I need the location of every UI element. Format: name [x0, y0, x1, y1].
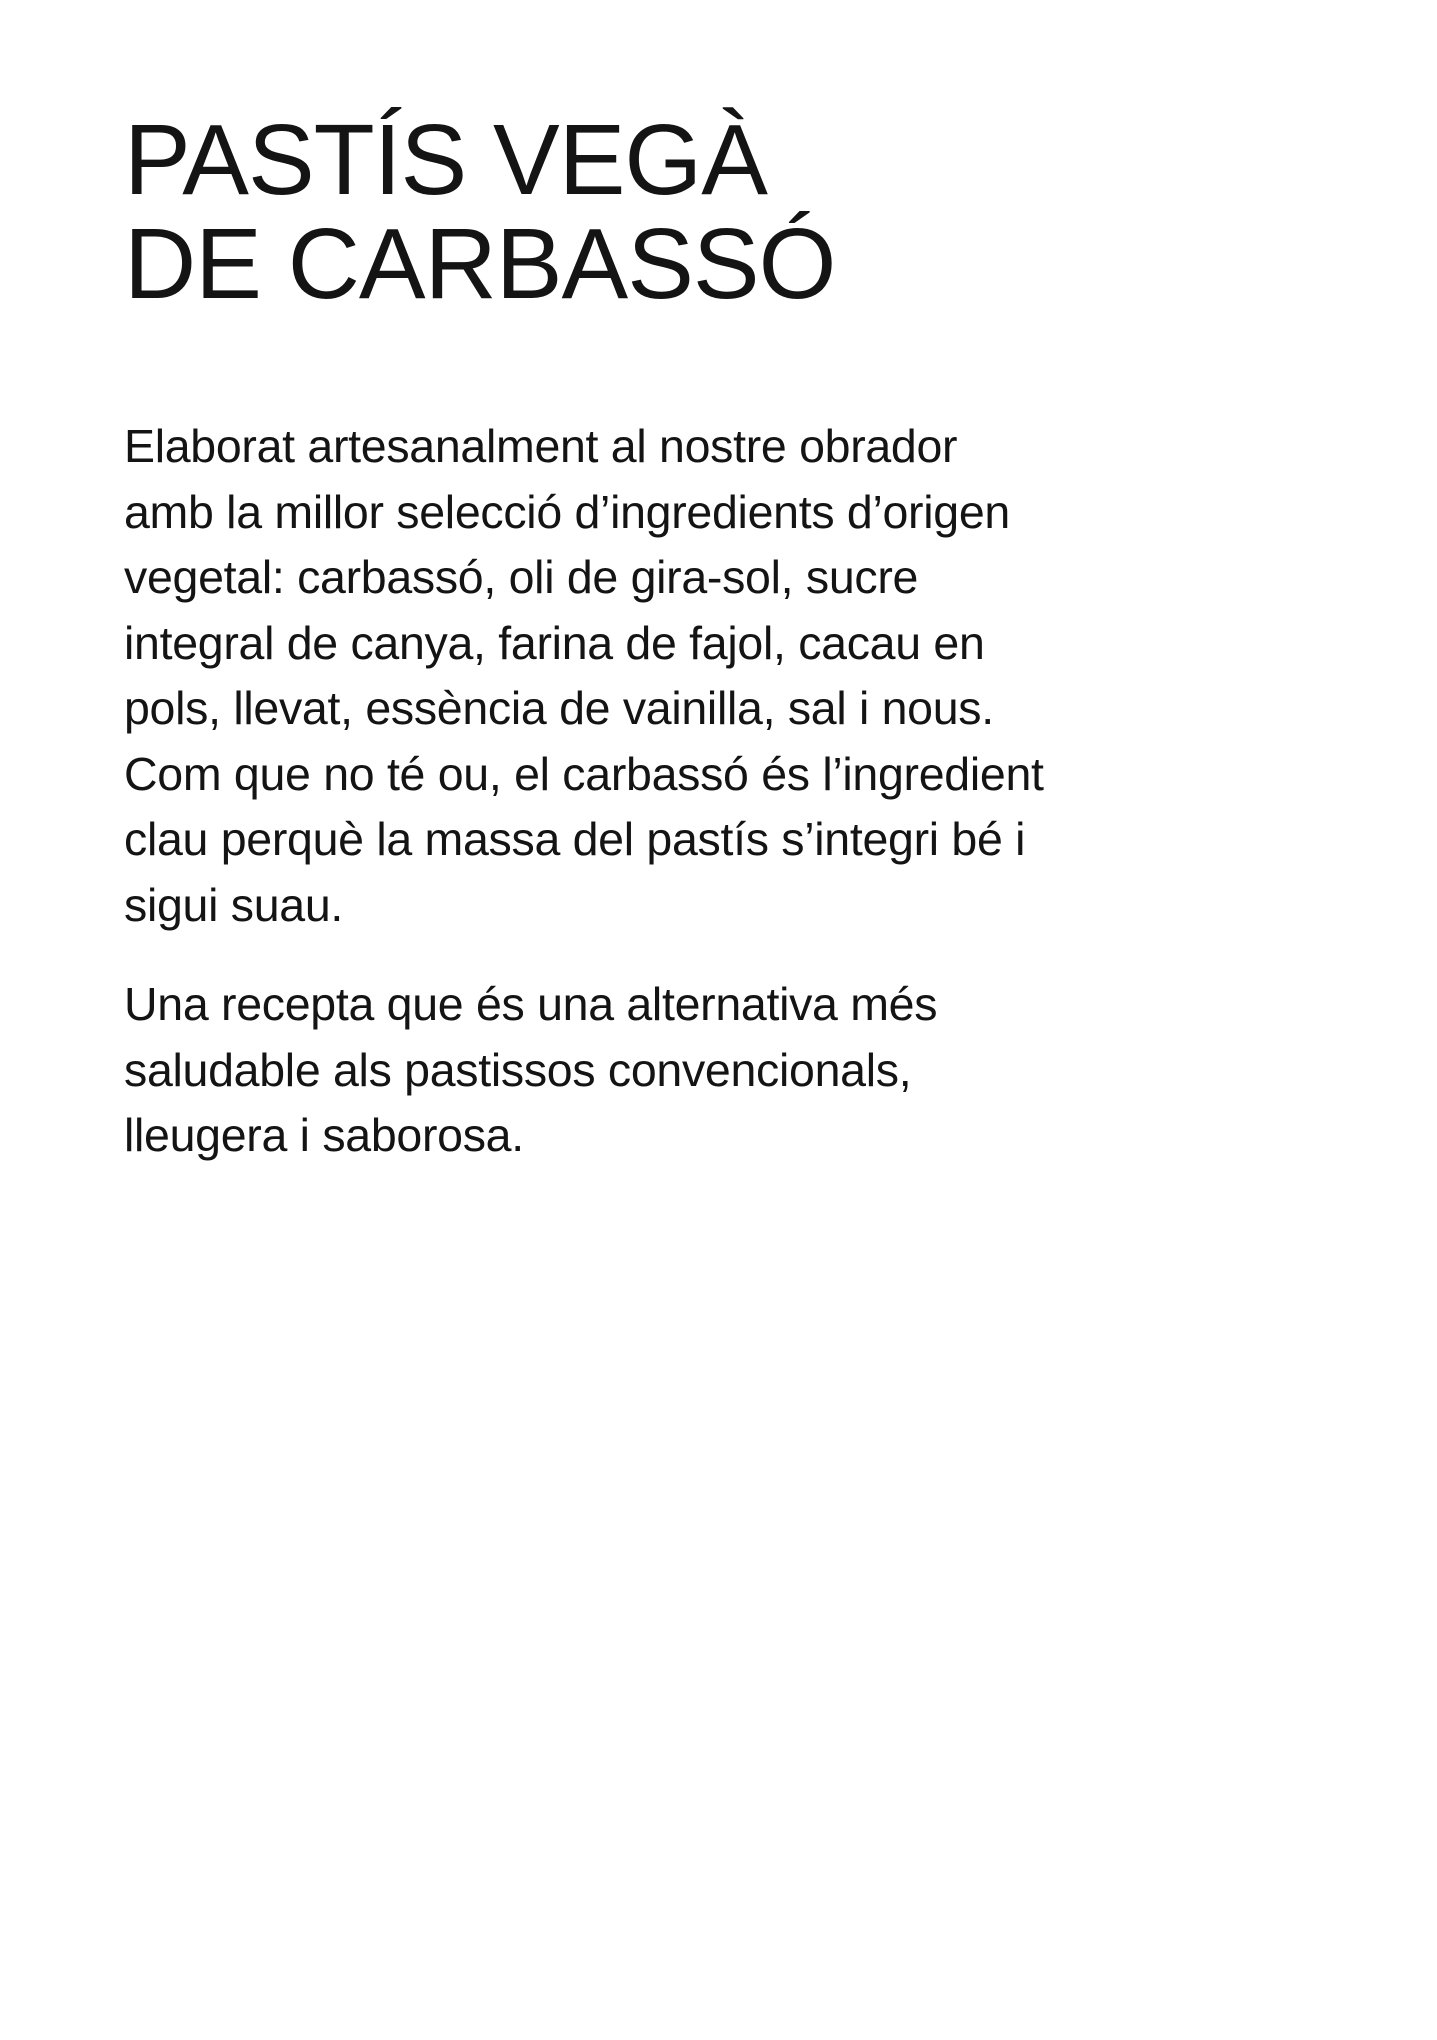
text-line: lleugera i saborosa.	[124, 1109, 524, 1161]
text-line: Com que no té ou, el carbassó és l’ingredient	[124, 747, 1044, 800]
text-line: clau perquè la massa del pastís s’integri bé i	[124, 813, 1026, 865]
ingredients-paragraph	[124, 414, 1244, 938]
summary-paragraph	[124, 972, 1244, 1169]
text-line: Elaborat artesanalment al nostre obrador	[124, 420, 958, 472]
page-title	[124, 104, 836, 320]
text-line: integral de canya, farina de fajol, cacau en	[124, 616, 985, 669]
description	[124, 414, 1244, 1169]
text-line: pols, llevat, essència de vainilla, sal i nous.	[124, 682, 994, 734]
title-line: DE CARBASSÓ	[124, 208, 836, 320]
text-line: amb la millor selecció d’ingredients d’origen	[124, 485, 1010, 538]
text-line: saludable als pastissos convencionals,	[124, 1043, 912, 1096]
text-line: sigui suau.	[124, 878, 344, 931]
text-line: Una recepta que és una alternativa més	[124, 978, 938, 1030]
text-line: vegetal: carbassó, oli de gira-sol, sucre	[124, 551, 919, 603]
title-line: PASTÍS VEGÀ	[124, 104, 767, 216]
